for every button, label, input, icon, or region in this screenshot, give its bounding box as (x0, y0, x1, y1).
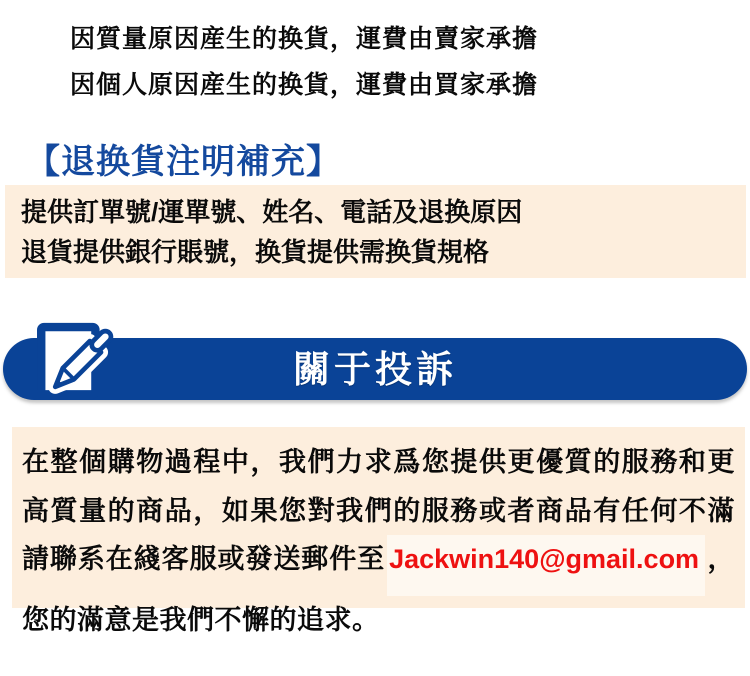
exchange-policy-quality-line: 因質量原因産生的换貨，運費由賣家承擔 (70, 25, 539, 53)
complaint-text (22, 438, 735, 644)
complaint-banner-title: 關于投訴 (293, 348, 457, 390)
return-note-line-2: 退貨提供銀行賬號，换貨提供需换貨規格 (21, 237, 490, 267)
complaint-box (12, 427, 745, 635)
return-note-heading: 【退换貨注明補充】 (26, 143, 341, 181)
pencil-note-icon-svg (30, 310, 116, 402)
email-link[interactable]: Jackwin140@gmail.com (387, 535, 705, 596)
return-note-box (5, 185, 746, 278)
pencil-note-icon (30, 310, 116, 402)
complaint-text-before-email: 在整個購物過程中，我們力求爲您提供更優質的服務和更高質量的商品，如果您對我們的服務或者商品有任何不滿請聯系在綫客服或發送郵件至 (22, 447, 735, 574)
exchange-policy-personal-line: 因個人原因産生的换貨，運費由買家承擔 (70, 71, 539, 99)
return-note-line-1: 提供訂單號/運單號、姓名、電話及退换原因 (21, 197, 523, 227)
complaint-text-after-email: ，您的滿意是我們不懈的追求。 (22, 544, 736, 635)
